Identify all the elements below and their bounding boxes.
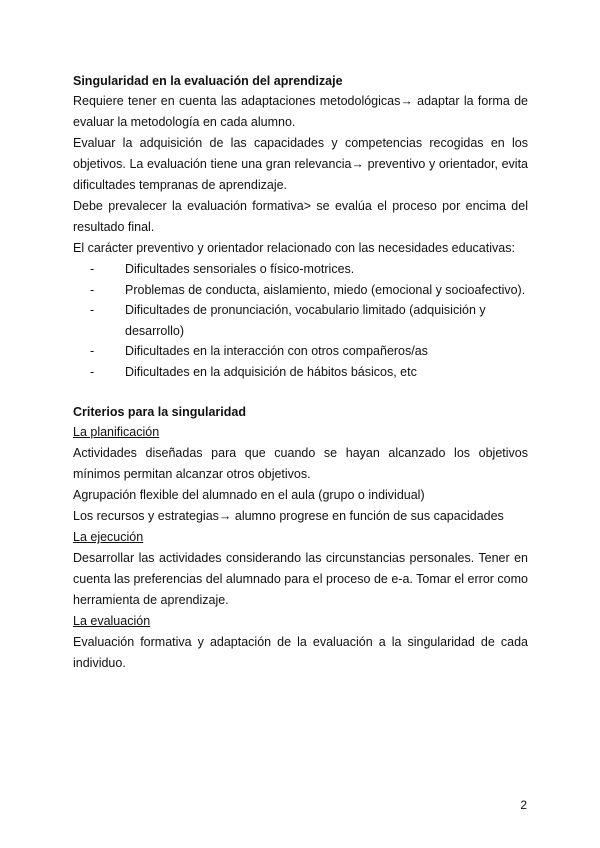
paragraph: Debe prevalecer la evaluación formativa> se evalúa el proceso por encima del resultado final.: [73, 199, 528, 234]
subheading-planificacion: La planificación: [73, 425, 160, 439]
paragraph: Actividades diseñadas para que cuando se hayan alcanzado los objetivos mínimos permitan alcanzar otros objetivos.: [73, 446, 528, 481]
list-item: - Dificultades sensoriales o físico-motrices.: [90, 259, 528, 280]
list-item: - Dificultades en la adquisición de hábitos básicos, etc: [90, 362, 528, 383]
paragraph: Los recursos y estrategias→ alumno progrese en función de sus capacidades: [73, 509, 504, 523]
list-item: - Dificultades en la interacción con otros compañeros/as: [90, 341, 528, 362]
document-page: [73, 71, 528, 674]
difficulties-list: [73, 259, 528, 382]
list-item: - Dificultades de pronunciación, vocabulario limitado (adquisición y desarrollo): [90, 300, 528, 341]
page-number: 2: [520, 798, 527, 812]
paragraph: Requiere tener en cuenta las adaptaciones metodológicas→ adaptar la forma de evaluar la metodología en cada alumno.: [73, 94, 528, 129]
paragraph: Agrupación flexible del alumnado en el aula (grupo o individual): [73, 488, 425, 502]
paragraph: Evaluar la adquisición de las capacidades y competencias recogidas en los objetivos. La evaluación tiene una gran relevancia→ preventivo y orientador, evita dificultades tempranas de aprendizaje.: [73, 136, 528, 192]
paragraph: El carácter preventivo y orientador relacionado con las necesidades educativas:: [73, 241, 515, 255]
subheading-evaluacion: La evaluación: [73, 614, 151, 628]
subheading-ejecucion: La ejecución: [73, 530, 144, 544]
section-title-criterios: Criterios para la singularidad: [73, 405, 246, 419]
paragraph: Desarrollar las actividades considerando las circunstancias personales. Tener en cuenta las preferencias del alumnado para el proceso de e-a. Tomar el error como herramienta de aprendizaje.: [73, 551, 528, 607]
section-title-singularidad: Singularidad en la evaluación del aprendizaje: [73, 74, 343, 88]
list-item: - Problemas de conducta, aislamiento, miedo (emocional y socioafectivo).: [90, 280, 528, 301]
paragraph: Evaluación formativa y adaptación de la evaluación a la singularidad de cada individuo.: [73, 635, 528, 670]
